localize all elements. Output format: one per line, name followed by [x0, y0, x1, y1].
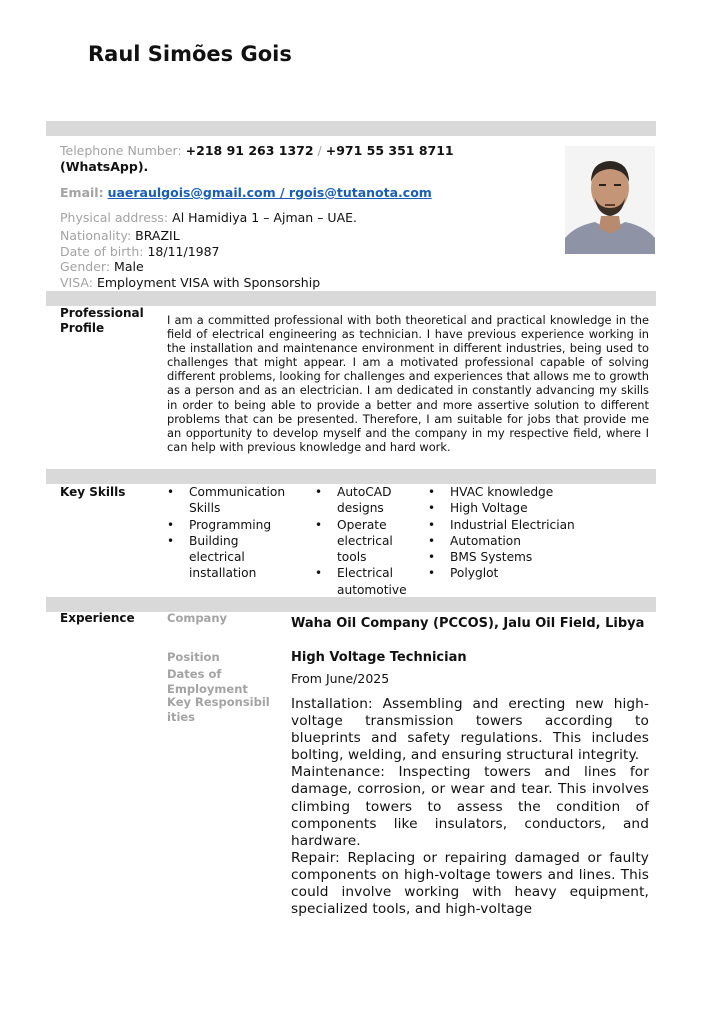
telephone-secondary: +971 55 351 8711	[325, 143, 454, 158]
address-line	[60, 210, 357, 225]
responsibility-item: Repair: Replacing or repairing damaged or faulty components on high-voltage towers and lines. This could involve working with heavy equipment, specialized tools, and high-voltage	[291, 849, 649, 918]
address-value: Al Hamidiya 1 – Ajman – UAE.	[172, 210, 357, 225]
nationality-label: Nationality:	[60, 228, 132, 243]
company-value: Waha Oil Company (PCCOS), Jalu Oil Field, Libya	[291, 616, 645, 631]
visa-label: VISA:	[60, 275, 93, 290]
email-line	[60, 185, 432, 200]
skill-item: • Polyglot	[426, 565, 616, 581]
telephone-note: (WhatsApp).	[60, 159, 149, 174]
gender-label: Gender:	[60, 259, 111, 274]
email-link[interactable]: uaeraulgois@gmail.com / rgois@tutanota.com	[107, 185, 432, 200]
visa-value: Employment VISA with Sponsorship	[96, 275, 321, 290]
position-value: High Voltage Technician	[291, 650, 467, 665]
visa-line	[60, 275, 320, 290]
dates-label: Dates of Employment	[167, 667, 248, 696]
dates-value: From June/2025	[291, 671, 390, 686]
skill-item: • Building electrical installation	[165, 533, 293, 582]
responsibility-item: Maintenance: Inspecting towers and lines for damage, corrosion, or wear and tear. This involves climbing towers to assess the condition of components like insulators, conductors, and hardware.	[291, 764, 649, 849]
skill-item: • Operate electrical tools	[313, 517, 417, 566]
section-divider	[46, 597, 656, 612]
address-label: Physical address:	[60, 210, 169, 225]
skill-item: • Automation	[426, 533, 616, 549]
nationality-value: BRAZIL	[135, 228, 180, 243]
company-label: Company	[167, 611, 227, 625]
gender-value: Male	[114, 259, 144, 274]
section-divider	[46, 469, 656, 484]
profile-text: I am a committed professional with both theoretical and practical knowledge in the field of electrical engineering as technician. I have previous experience working in the installation and maintenance environment in different industries, being used to challenges that might appear. I am a motivated professional capable of solving different problems, looking for challenges and experiences that allows me to growth as a person and as an electrician. I am dedicated in constantly advancing my skills in order to being able to provide a better and more assertive solution to different problems that can be presented. Therefore, I am suitable for jobs that provide me an opportunity to develop myself and the company in my respective field, where I can help with previous knowledge and hard work.	[167, 313, 649, 454]
skill-item: • Programming	[165, 517, 293, 533]
profile-section-title	[60, 306, 144, 336]
dob-label: Date of birth:	[60, 244, 144, 259]
telephone-primary: +218 91 263 1372	[185, 143, 314, 158]
profile-title-line-2: Profile	[60, 321, 105, 335]
skills-section-title: Key Skills	[60, 485, 126, 499]
profile-photo	[565, 146, 655, 254]
skills-column-2	[313, 484, 417, 598]
email-label: Email:	[60, 185, 104, 200]
responsibility-item: Installation: Assembling and erecting new high-voltage transmission towers according to blueprints and safety regulations. This includes bolting, welding, and ensuring structural integrity.	[291, 696, 649, 764]
dob-line	[60, 244, 220, 259]
gender-line	[60, 259, 144, 274]
section-divider	[46, 121, 656, 136]
responsibilities-label: Key Responsibilities	[167, 695, 270, 724]
dob-value: 18/11/1987	[147, 244, 220, 259]
section-divider	[46, 291, 656, 306]
telephone-separator: /	[313, 143, 326, 158]
nationality-line	[60, 228, 180, 243]
responsibilities-text	[291, 696, 649, 918]
profile-title-line-1: Professional	[60, 306, 144, 320]
skill-item: • Electrical automotive	[313, 565, 417, 598]
skill-item: • BMS Systems	[426, 549, 616, 565]
experience-section-title: Experience	[60, 611, 135, 625]
skill-item: • Industrial Electrician	[426, 517, 616, 533]
skill-item: • Communication Skills	[165, 484, 293, 517]
telephone-line	[60, 143, 454, 158]
skills-column-3	[426, 484, 616, 582]
telephone-label: Telephone Number:	[60, 143, 182, 158]
skill-item: • High Voltage	[426, 500, 616, 516]
skill-item: • HVAC knowledge	[426, 484, 616, 500]
skills-column-1	[165, 484, 293, 582]
position-label: Position	[167, 650, 220, 664]
candidate-name: Raul Simões Gois	[88, 42, 292, 66]
skill-item: • AutoCAD designs	[313, 484, 417, 517]
